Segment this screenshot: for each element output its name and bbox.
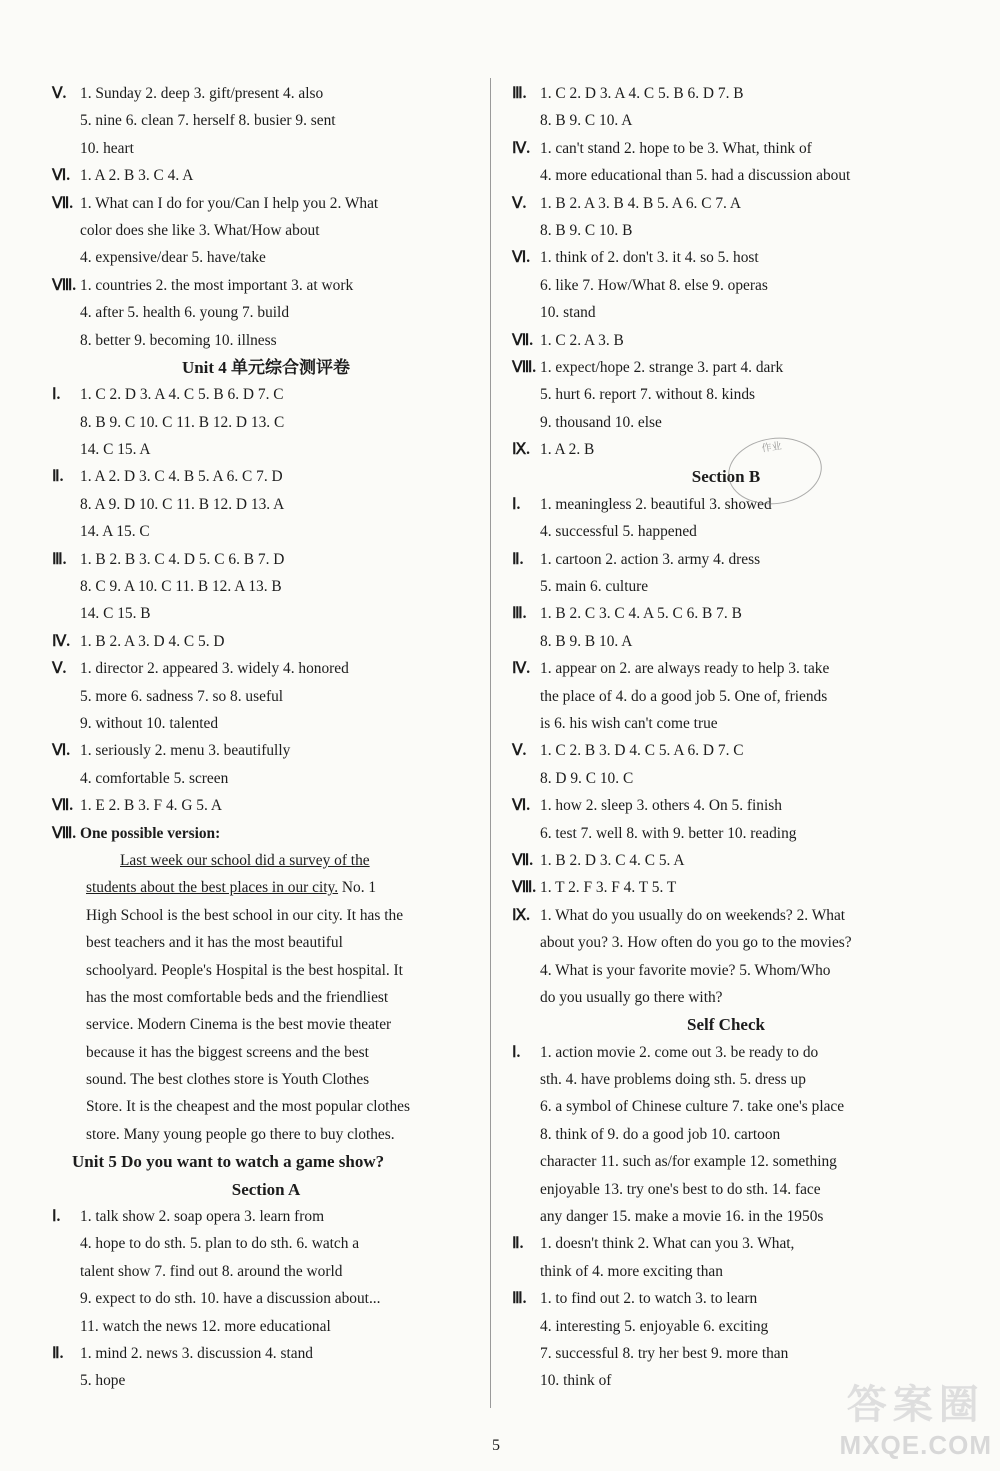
answer-text: 10. think of	[540, 1372, 612, 1390]
page-number: 5	[492, 1437, 500, 1454]
unit-title: Unit 5 Do you want to watch a game show?	[72, 1152, 385, 1172]
answer-line	[512, 354, 940, 381]
essay-line	[52, 1121, 480, 1148]
answer-text: 1. B 2. C 3. C 4. A 5. C 6. B 7. B	[540, 605, 742, 623]
question-number: Ⅰ.	[512, 1043, 521, 1061]
answer-line	[52, 327, 480, 354]
answer-text: 1. E 2. B 3. F 4. G 5. A	[80, 797, 222, 815]
answer-line	[512, 847, 940, 874]
question-number: Ⅳ.	[52, 632, 71, 650]
question-number: Ⅵ.	[52, 167, 71, 185]
answer-line	[512, 1203, 940, 1230]
question-number: Ⅵ.	[512, 797, 531, 815]
answer-text: 4. comfortable 5. screen	[80, 769, 229, 787]
essay-text: because it has the biggest screens and the best	[86, 1043, 369, 1061]
answer-text: 4. after 5. health 6. young 7. build	[80, 304, 290, 322]
answer-text: 1. seriously 2. menu 3. beautifully	[80, 742, 291, 760]
question-number: Ⅵ.	[512, 249, 531, 267]
answer-line	[512, 1093, 940, 1120]
question-number: Ⅳ.	[512, 139, 531, 157]
answer-line	[52, 1367, 480, 1394]
answer-line	[512, 1039, 940, 1066]
answer-text: 1. how 2. sleep 3. others 4. On 5. finish	[540, 797, 782, 815]
answer-line	[52, 107, 480, 134]
answer-line	[512, 135, 940, 162]
answer-text: 8. B 9. B 10. A	[540, 632, 633, 650]
answer-line	[52, 710, 480, 737]
answer-text: 8. B 9. C 10. A	[540, 112, 633, 130]
answer-text: enjoyable 13. try one's best to do sth. 14. face	[540, 1180, 821, 1198]
answer-text: 8. B 9. C 10. C 11. B 12. D 13. C	[80, 413, 285, 431]
answer-text: about you? 3. How often do you go to the movies?	[540, 934, 852, 952]
answer-line	[512, 327, 940, 354]
answer-text: 1. to find out 2. to watch 3. to learn	[540, 1290, 758, 1308]
answer-text: character 11. such as/for example 12. something	[540, 1153, 837, 1171]
answer-text: 10. heart	[80, 139, 134, 157]
answer-text: 1. doesn't think 2. What can you 3. What,	[540, 1235, 795, 1253]
answer-text: 1. B 2. D 3. C 4. C 5. A	[540, 851, 685, 869]
essay-text: best teachers and it has the most beautiful	[86, 934, 343, 952]
answer-line	[52, 381, 480, 408]
essay-text: Store. It is the cheapest and the most popular clothes	[86, 1098, 410, 1116]
answer-line	[512, 1176, 940, 1203]
answer-line	[512, 655, 940, 682]
answer-line	[512, 518, 940, 545]
answer-text: 4. What is your favorite movie? 5. Whom/Who	[540, 961, 831, 979]
answer-text: 14. C 15. B	[80, 605, 151, 623]
question-number: Ⅳ.	[512, 660, 531, 678]
answer-line	[52, 299, 480, 326]
answer-line	[512, 1258, 940, 1285]
question-number: Ⅱ.	[512, 550, 524, 568]
answer-line	[512, 190, 940, 217]
answer-line	[512, 792, 940, 819]
answer-text: 1. countries 2. the most important 3. at work	[80, 276, 354, 294]
answer-text: 9. without 10. talented	[80, 714, 219, 732]
answer-text: 8. better 9. becoming 10. illness	[80, 331, 277, 349]
answer-line	[52, 80, 480, 107]
essay-text: Last week our school did a survey of the	[120, 851, 370, 869]
site-watermark	[840, 1373, 992, 1461]
answer-text: 1. A 2. D 3. C 4. B 5. A 6. C 7. D	[80, 468, 283, 486]
question-number: Ⅴ.	[512, 194, 527, 212]
answer-line	[52, 190, 480, 217]
essay-text: High School is the best school in our city. It has the	[86, 906, 404, 924]
question-number: Ⅱ.	[52, 1344, 64, 1362]
section-heading: Unit 4 单元综合测评卷	[181, 357, 351, 377]
answer-text: 1. What do you usually do on weekends? 2. What	[540, 906, 846, 924]
answer-line	[52, 244, 480, 271]
answer-line	[52, 217, 480, 244]
question-number: Ⅲ.	[512, 605, 527, 623]
answer-line	[512, 1121, 940, 1148]
answer-text: 5. nine 6. clean 7. herself 8. busier 9. sent	[80, 112, 336, 130]
answer-line	[512, 902, 940, 929]
answer-text: 6. a symbol of Chinese culture 7. take one's place	[540, 1098, 845, 1116]
answer-line	[512, 80, 940, 107]
answer-line	[512, 874, 940, 901]
answer-line	[512, 162, 940, 189]
column-divider	[490, 78, 491, 1408]
answer-line	[52, 683, 480, 710]
question-number: Ⅰ.	[52, 386, 61, 404]
essay-line	[52, 874, 480, 901]
question-number: Ⅰ.	[512, 495, 521, 513]
answer-line	[512, 1313, 940, 1340]
answer-line	[52, 737, 480, 764]
answer-text: 9. expect to do sth. 10. have a discussion about...	[80, 1290, 381, 1308]
question-number: Ⅷ.	[512, 358, 537, 376]
answer-text: 1. talk show 2. soap opera 3. learn from	[80, 1208, 325, 1226]
answer-line	[52, 1285, 480, 1312]
answer-text: 1. C 2. D 3. A 4. C 5. B 6. D 7. B	[540, 85, 744, 102]
essay-line	[52, 984, 480, 1011]
answer-text: 1. What can I do for you/Can I help you 2. What	[80, 194, 379, 212]
essay-line	[52, 929, 480, 956]
question-number: Ⅴ.	[52, 660, 67, 678]
answer-text: 9. thousand 10. else	[540, 413, 662, 431]
answer-text: 1. A 2. B	[540, 441, 595, 459]
answer-text: 1. Sunday 2. deep 3. gift/present 4. also	[80, 85, 324, 102]
answer-line	[52, 1258, 480, 1285]
essay-line	[52, 1011, 480, 1038]
answer-text: 10. stand	[540, 304, 596, 322]
answer-line	[52, 518, 480, 545]
answer-text: sth. 4. have problems doing sth. 5. dress up	[540, 1071, 806, 1089]
question-number: Ⅷ.	[52, 276, 77, 294]
answer-text: 6. like 7. How/What 8. else 9. operas	[540, 276, 768, 294]
answer-line	[512, 217, 940, 244]
answer-text: 1. appear on 2. are always ready to help 3. take	[540, 660, 830, 678]
question-number: Ⅷ.	[512, 879, 537, 897]
answer-line	[52, 1203, 480, 1230]
answer-text: 1. T 2. F 3. F 4. T 5. T	[540, 879, 677, 897]
essay-text: students about the best places in our city. No. 1	[86, 879, 377, 897]
question-number: Ⅵ.	[52, 742, 71, 760]
answer-text: 1. C 2. A 3. B	[540, 331, 624, 349]
essay-line	[52, 957, 480, 984]
answer-line	[52, 655, 480, 682]
answer-text: 8. B 9. C 10. B	[540, 221, 633, 239]
answer-text: 14. A 15. C	[80, 523, 150, 541]
answer-line	[512, 491, 940, 518]
answer-line	[512, 984, 940, 1011]
answer-text: 1. mind 2. news 3. discussion 4. stand	[80, 1344, 313, 1362]
answer-line	[512, 244, 940, 271]
answer-text: 1. expect/hope 2. strange 3. part 4. dark	[540, 358, 784, 376]
question-number: Ⅱ.	[512, 1235, 524, 1253]
watermark-logo-text: 答案圈	[846, 1383, 985, 1427]
answer-text: think of 4. more exciting than	[540, 1262, 723, 1280]
answer-text: 8. D 9. C 10. C	[540, 769, 634, 787]
answer-line	[512, 765, 940, 792]
answer-text: 4. successful 5. happened	[540, 523, 697, 541]
answer-line	[512, 299, 940, 326]
answer-text: any danger 15. make a movie 16. in the 1950s	[540, 1208, 824, 1226]
essay-line	[52, 1093, 480, 1120]
essay-line	[52, 1066, 480, 1093]
answer-text: 1. C 2. D 3. A 4. C 5. B 6. D 7. C	[80, 386, 284, 404]
answer-text: 7. successful 8. try her best 9. more than	[540, 1344, 789, 1362]
question-number: Ⅶ.	[52, 194, 74, 212]
answer-text: 5. hurt 6. report 7. without 8. kinds	[540, 386, 756, 404]
answer-text: 4. more educational than 5. had a discussion about	[540, 167, 851, 185]
answer-text: 1. action movie 2. come out 3. be ready to do	[540, 1043, 819, 1061]
answer-line	[52, 820, 480, 847]
question-number: Ⅲ.	[52, 550, 67, 568]
essay-text: schoolyard. People's Hospital is the best hospital. It	[86, 961, 403, 979]
watermark-url: MXQE.COM	[839, 1430, 992, 1460]
essay-line	[52, 1039, 480, 1066]
answer-line	[512, 737, 940, 764]
answer-line	[512, 1340, 940, 1367]
question-number: Ⅲ.	[512, 1290, 527, 1308]
answer-line	[512, 1066, 940, 1093]
question-number: Ⅲ.	[512, 85, 527, 102]
answer-line	[512, 436, 940, 463]
essay-line	[52, 902, 480, 929]
answer-text: talent show 7. find out 8. around the world	[80, 1262, 343, 1280]
answer-text: 14. C 15. A	[80, 441, 151, 459]
answer-text: 6. test 7. well 8. with 9. better 10. reading	[540, 824, 797, 842]
answer-text: 1. C 2. B 3. D 4. C 5. A 6. D 7. C	[540, 742, 744, 760]
answer-text: color does she like 3. What/How about	[80, 221, 320, 239]
answer-line	[512, 957, 940, 984]
answer-line	[52, 436, 480, 463]
answer-text: 1. B 2. B 3. C 4. D 5. C 6. B 7. D	[80, 550, 285, 568]
question-number: Ⅷ.	[52, 824, 77, 842]
section-heading: Section A	[231, 1179, 301, 1199]
answer-line	[52, 409, 480, 436]
essay-text: has the most comfortable beds and the friendliest	[86, 988, 389, 1006]
answer-text: 1. meaningless 2. beautiful 3. showed	[540, 495, 772, 513]
answer-line	[52, 491, 480, 518]
left-column	[52, 80, 480, 1395]
answer-line	[512, 628, 940, 655]
answer-line	[52, 463, 480, 490]
answer-text: 11. watch the news 12. more educational	[80, 1317, 331, 1335]
answer-line	[512, 683, 940, 710]
question-number: Ⅰ.	[52, 1208, 61, 1226]
answer-text: 1. A 2. B 3. C 4. A	[80, 167, 194, 185]
answer-text: 1. B 2. A 3. B 4. B 5. A 6. C 7. A	[540, 194, 741, 212]
answer-line	[52, 1230, 480, 1257]
answer-line	[512, 272, 940, 299]
answer-line	[512, 1148, 940, 1175]
answer-text: 1. cartoon 2. action 3. army 4. dress	[540, 550, 761, 568]
answer-text: the place of 4. do a good job 5. One of, friends	[540, 687, 828, 705]
answer-line	[512, 573, 940, 600]
answer-text: 5. more 6. sadness 7. so 8. useful	[80, 687, 284, 705]
answer-text: 5. hope	[80, 1372, 126, 1390]
answer-line	[512, 820, 940, 847]
answer-line	[512, 710, 940, 737]
answer-line	[512, 546, 940, 573]
answer-line	[52, 135, 480, 162]
answer-text: 8. C 9. A 10. C 11. B 12. A 13. B	[80, 578, 282, 596]
answer-text: 1. think of 2. don't 3. it 4. so 5. host	[540, 249, 759, 267]
question-number: Ⅴ.	[52, 85, 67, 102]
answer-text: 8. think of 9. do a good job 10. cartoon	[540, 1125, 781, 1143]
answer-line	[52, 1313, 480, 1340]
question-number: Ⅶ.	[52, 797, 74, 815]
answer-line	[512, 1285, 940, 1312]
answer-line	[52, 765, 480, 792]
answer-text: 5. main 6. culture	[540, 578, 649, 596]
question-number: Ⅸ.	[512, 441, 530, 459]
answer-line	[52, 600, 480, 627]
question-number: Ⅶ.	[512, 851, 534, 869]
answer-text: 4. interesting 5. enjoyable 6. exciting	[540, 1317, 769, 1335]
section-heading: Section B	[691, 467, 761, 487]
answer-text: 4. hope to do sth. 5. plan to do sth. 6. watch a	[80, 1235, 360, 1253]
essay-text: service. Modern Cinema is the best movie theater	[86, 1016, 392, 1034]
answer-text: is 6. his wish can't come true	[540, 714, 718, 732]
section-heading: Self Check	[687, 1015, 765, 1035]
essay-text: store. Many young people go there to buy clothes.	[86, 1125, 395, 1143]
answer-text: do you usually go there with?	[540, 988, 723, 1006]
answer-line	[512, 929, 940, 956]
answer-line	[512, 409, 940, 436]
answer-line	[52, 162, 480, 189]
stamp-text: 作业	[761, 440, 783, 455]
answer-line	[52, 573, 480, 600]
answer-line	[512, 107, 940, 134]
question-number: Ⅴ.	[512, 742, 527, 760]
essay-text: sound. The best clothes store is Youth Clothes	[86, 1071, 370, 1089]
answer-text: 4. expensive/dear 5. have/take	[80, 249, 266, 267]
answer-text: 1. director 2. appeared 3. widely 4. honored	[80, 660, 349, 678]
question-number: Ⅶ.	[512, 331, 534, 349]
question-number: Ⅸ.	[512, 906, 530, 924]
answer-line	[52, 546, 480, 573]
answer-text: 1. B 2. A 3. D 4. C 5. D	[80, 632, 225, 650]
answer-line	[512, 600, 940, 627]
answer-line	[52, 792, 480, 819]
answer-line	[52, 272, 480, 299]
essay-line	[52, 847, 480, 874]
answer-line	[512, 381, 940, 408]
answer-text: 1. can't stand 2. hope to be 3. What, think of	[540, 139, 812, 157]
answer-line	[512, 1230, 940, 1257]
answer-line	[52, 628, 480, 655]
answer-line	[52, 1340, 480, 1367]
right-column	[512, 80, 940, 1395]
answer-text: One possible version:	[80, 824, 221, 842]
question-number: Ⅱ.	[52, 468, 64, 486]
answer-text: 8. A 9. D 10. C 11. B 12. D 13. A	[80, 495, 285, 513]
